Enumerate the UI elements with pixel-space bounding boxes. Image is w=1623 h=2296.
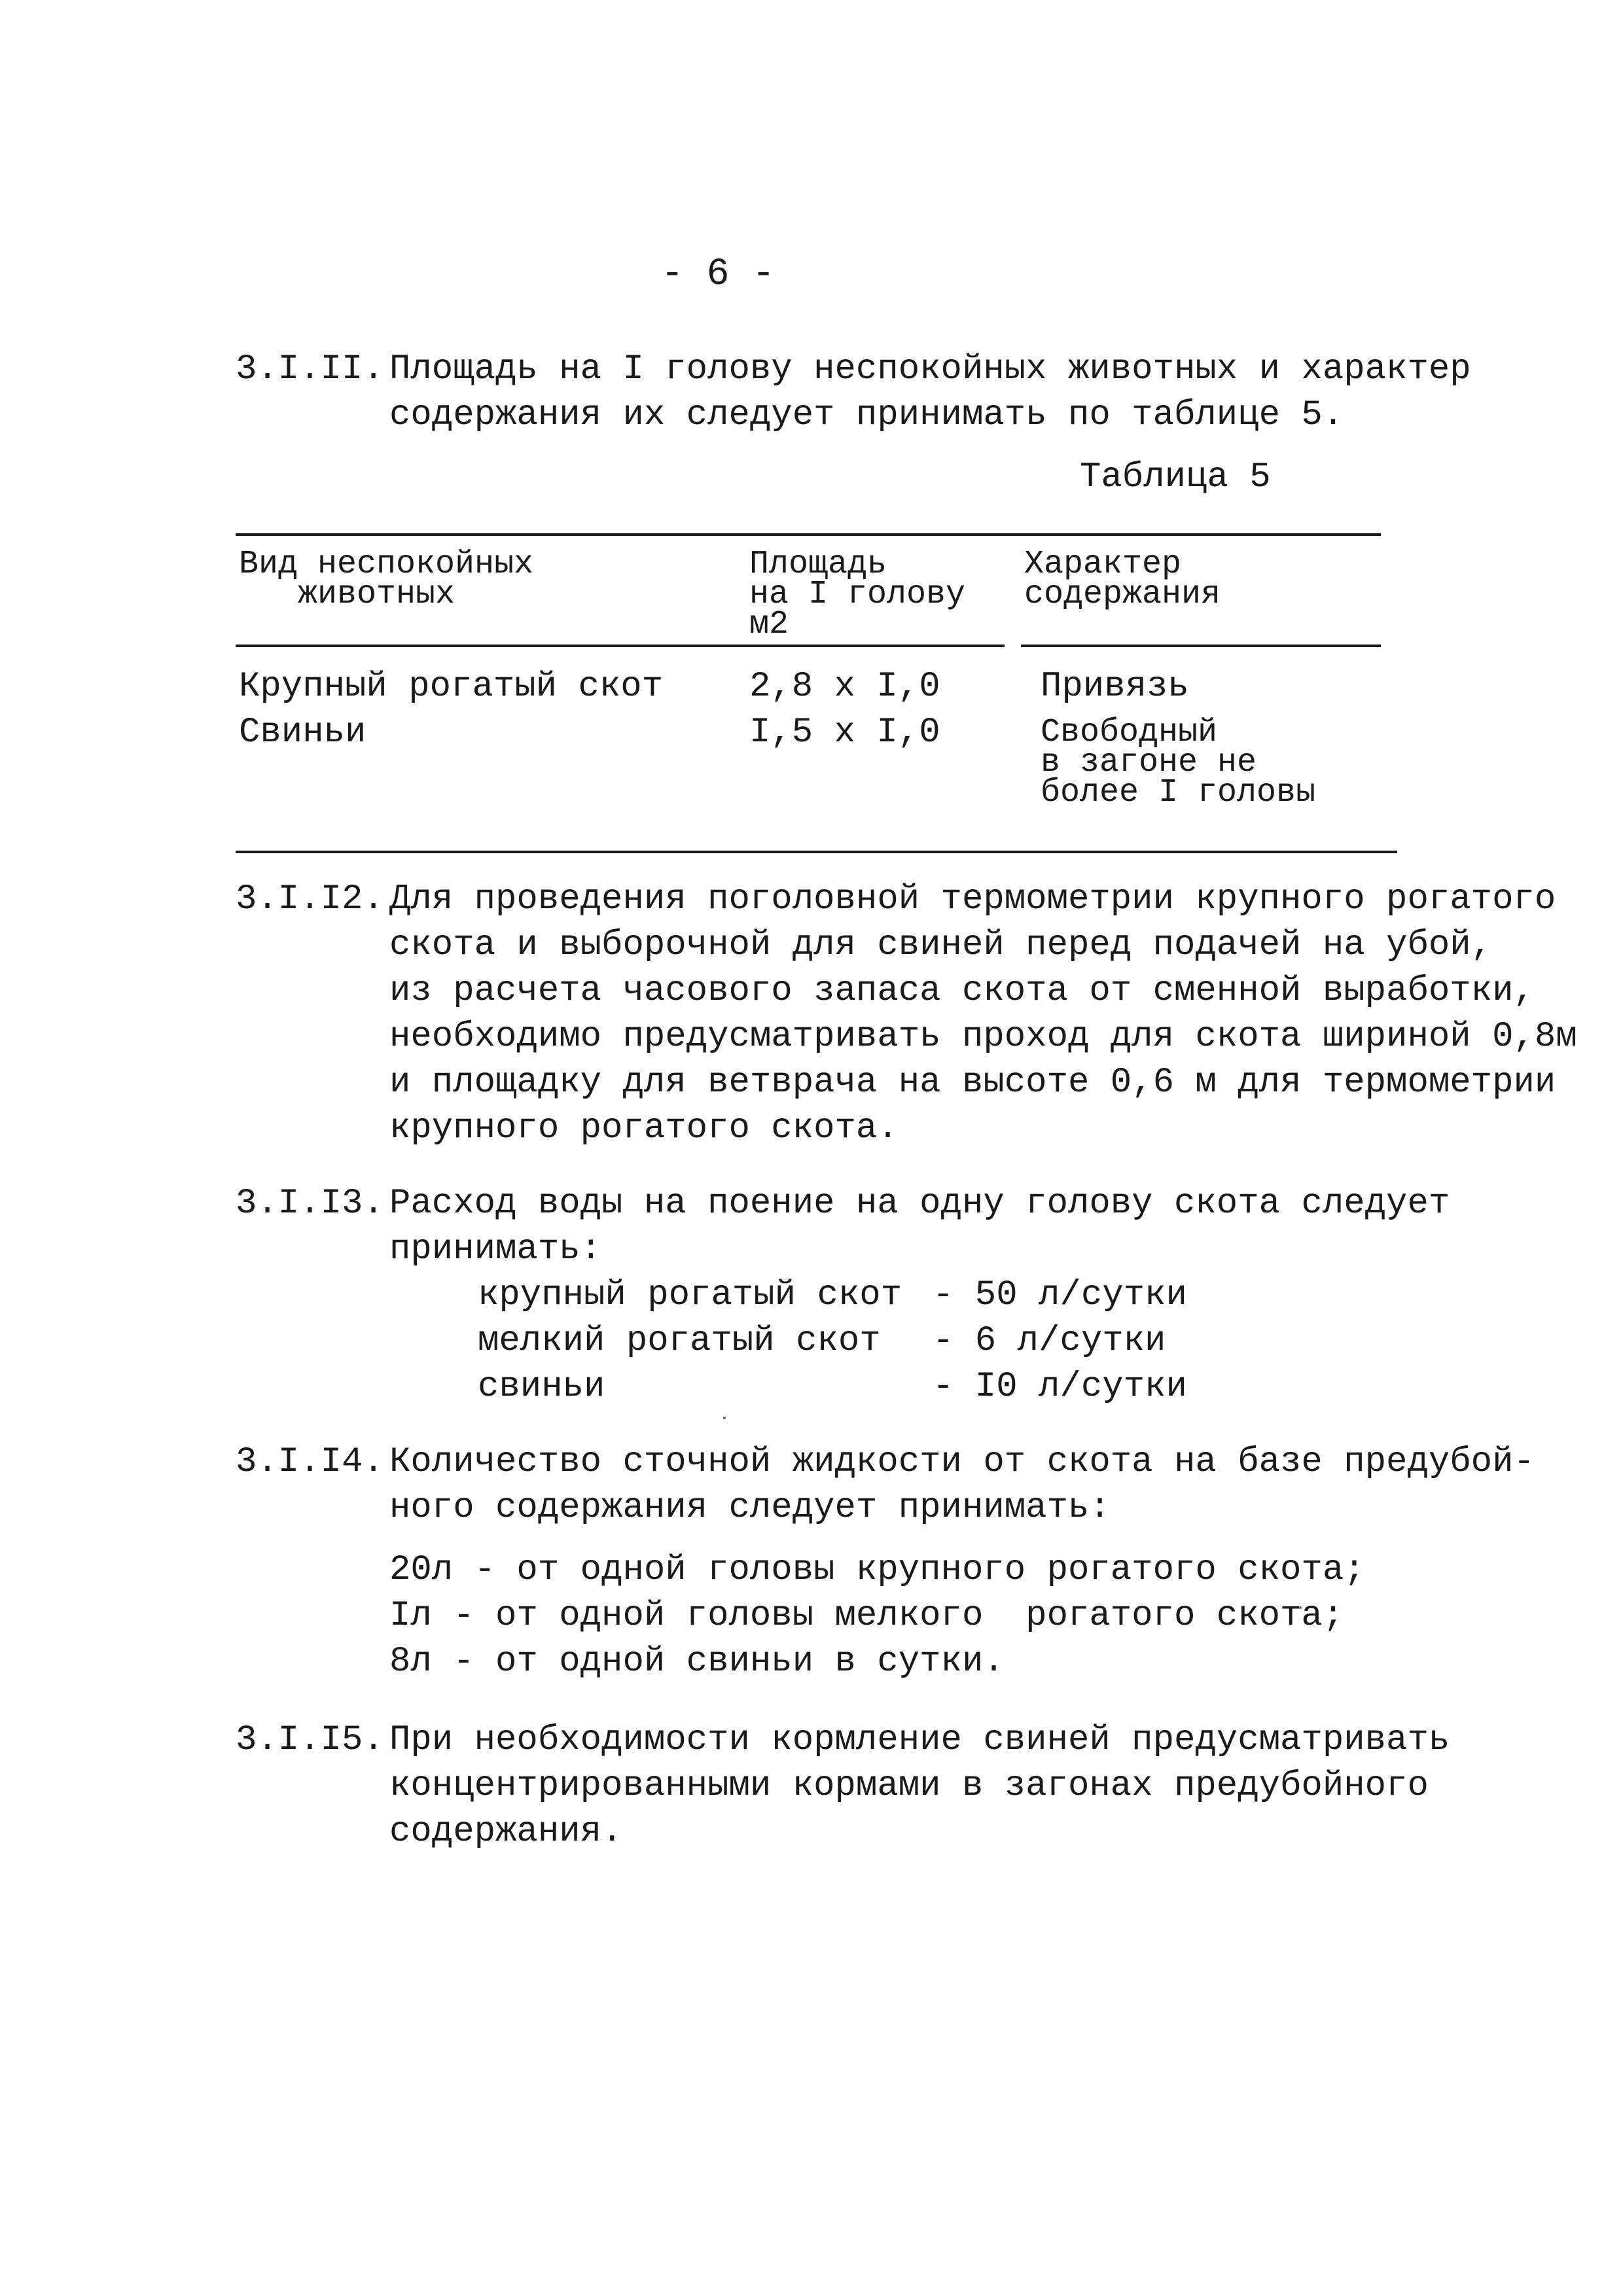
item-value: - 50 л/сутки (933, 1275, 1187, 1315)
cell-area: 2,8 x I,0 (749, 667, 940, 707)
table-top-rule (236, 533, 1381, 536)
paragraph-line: концентрированными кормами в загонах предубойного (389, 1766, 1429, 1806)
header-area-line: Площадь (749, 546, 887, 583)
paragraph-line: Количество сточной жидкости от скота на базе предубой- (389, 1442, 1535, 1482)
cell-keeping-line: более I головы (1041, 774, 1316, 811)
paragraph-line: содержания. (389, 1812, 623, 1852)
list-item: 8л - от одной свиньи в сутки. (389, 1642, 1005, 1682)
paragraph-line: необходимо предусматривать проход для скота шириной 0,8м (389, 1017, 1577, 1057)
paragraph-line: скота и выборочной для свиней перед подачей на убой, (389, 925, 1493, 965)
paragraph-line: ного содержания следует принимать: (389, 1488, 1111, 1528)
paragraph-line: Расход воды на поение на одну голову скота следует (389, 1184, 1450, 1224)
table-bottom-rule (236, 851, 1397, 853)
scan-speck (723, 1417, 726, 1419)
header-animal-line: Вид неспокойных (239, 546, 534, 583)
item-name: мелкий рогатый скот (478, 1321, 881, 1361)
item-value: - 6 л/сутки (933, 1321, 1166, 1361)
paragraph-line: При необходимости кормление свиней предусматривать (389, 1720, 1450, 1760)
paragraph-line: принимать: (389, 1229, 602, 1269)
section-number: 3.I.II. (236, 349, 384, 389)
table-caption: Таблица 5 (1080, 457, 1271, 497)
cell-animal: Крупный рогатый скот (239, 667, 664, 707)
section-number: 3.I.I2. (236, 879, 384, 919)
section-number: 3.I.I4. (236, 1442, 384, 1482)
cell-area: I,5 x I,0 (749, 713, 940, 752)
cell-keeping-line: в загоне не (1041, 744, 1257, 781)
header-area-line: м2 (749, 606, 789, 643)
paragraph-line: содержания их следует принимать по таблице 5. (389, 395, 1344, 435)
list-item: Iл - от одной головы мелкого рогатого скота; (389, 1596, 1344, 1636)
header-rule-right (1021, 645, 1381, 647)
header-keeping-line: содержания (1024, 576, 1221, 613)
section-number: 3.I.I3. (236, 1184, 384, 1224)
header-animal-line: животных (298, 576, 455, 613)
list-item: 20л - от одной головы крупного рогатого скота; (389, 1550, 1365, 1590)
paragraph-line: крупного рогатого скота. (389, 1108, 899, 1148)
page-number: - 6 - (661, 253, 776, 296)
paragraph-line: Для проведения поголовной термометрии крупного рогатого (389, 879, 1556, 919)
cell-keeping: Привязь (1041, 667, 1189, 707)
item-name: крупный рогатый скот (478, 1275, 902, 1315)
item-name: свиньи (478, 1367, 605, 1407)
header-rule-left (236, 645, 1005, 647)
paragraph-line: Площадь на I голову неспокойных животных и характер (389, 349, 1471, 389)
item-value: - I0 л/сутки (933, 1367, 1187, 1407)
paragraph-line: из расчета часового запаса скота от сменной выработки, (389, 971, 1535, 1011)
paragraph-line: и площадку для ветврача на высоте 0,6 м для термометрии (389, 1063, 1556, 1103)
header-area-line: на I голову (749, 576, 966, 613)
cell-animal: Свиньи (239, 713, 366, 752)
cell-keeping-line: Свободный (1041, 714, 1218, 751)
header-keeping-line: Характер (1024, 546, 1182, 583)
section-number: 3.I.I5. (236, 1720, 384, 1760)
